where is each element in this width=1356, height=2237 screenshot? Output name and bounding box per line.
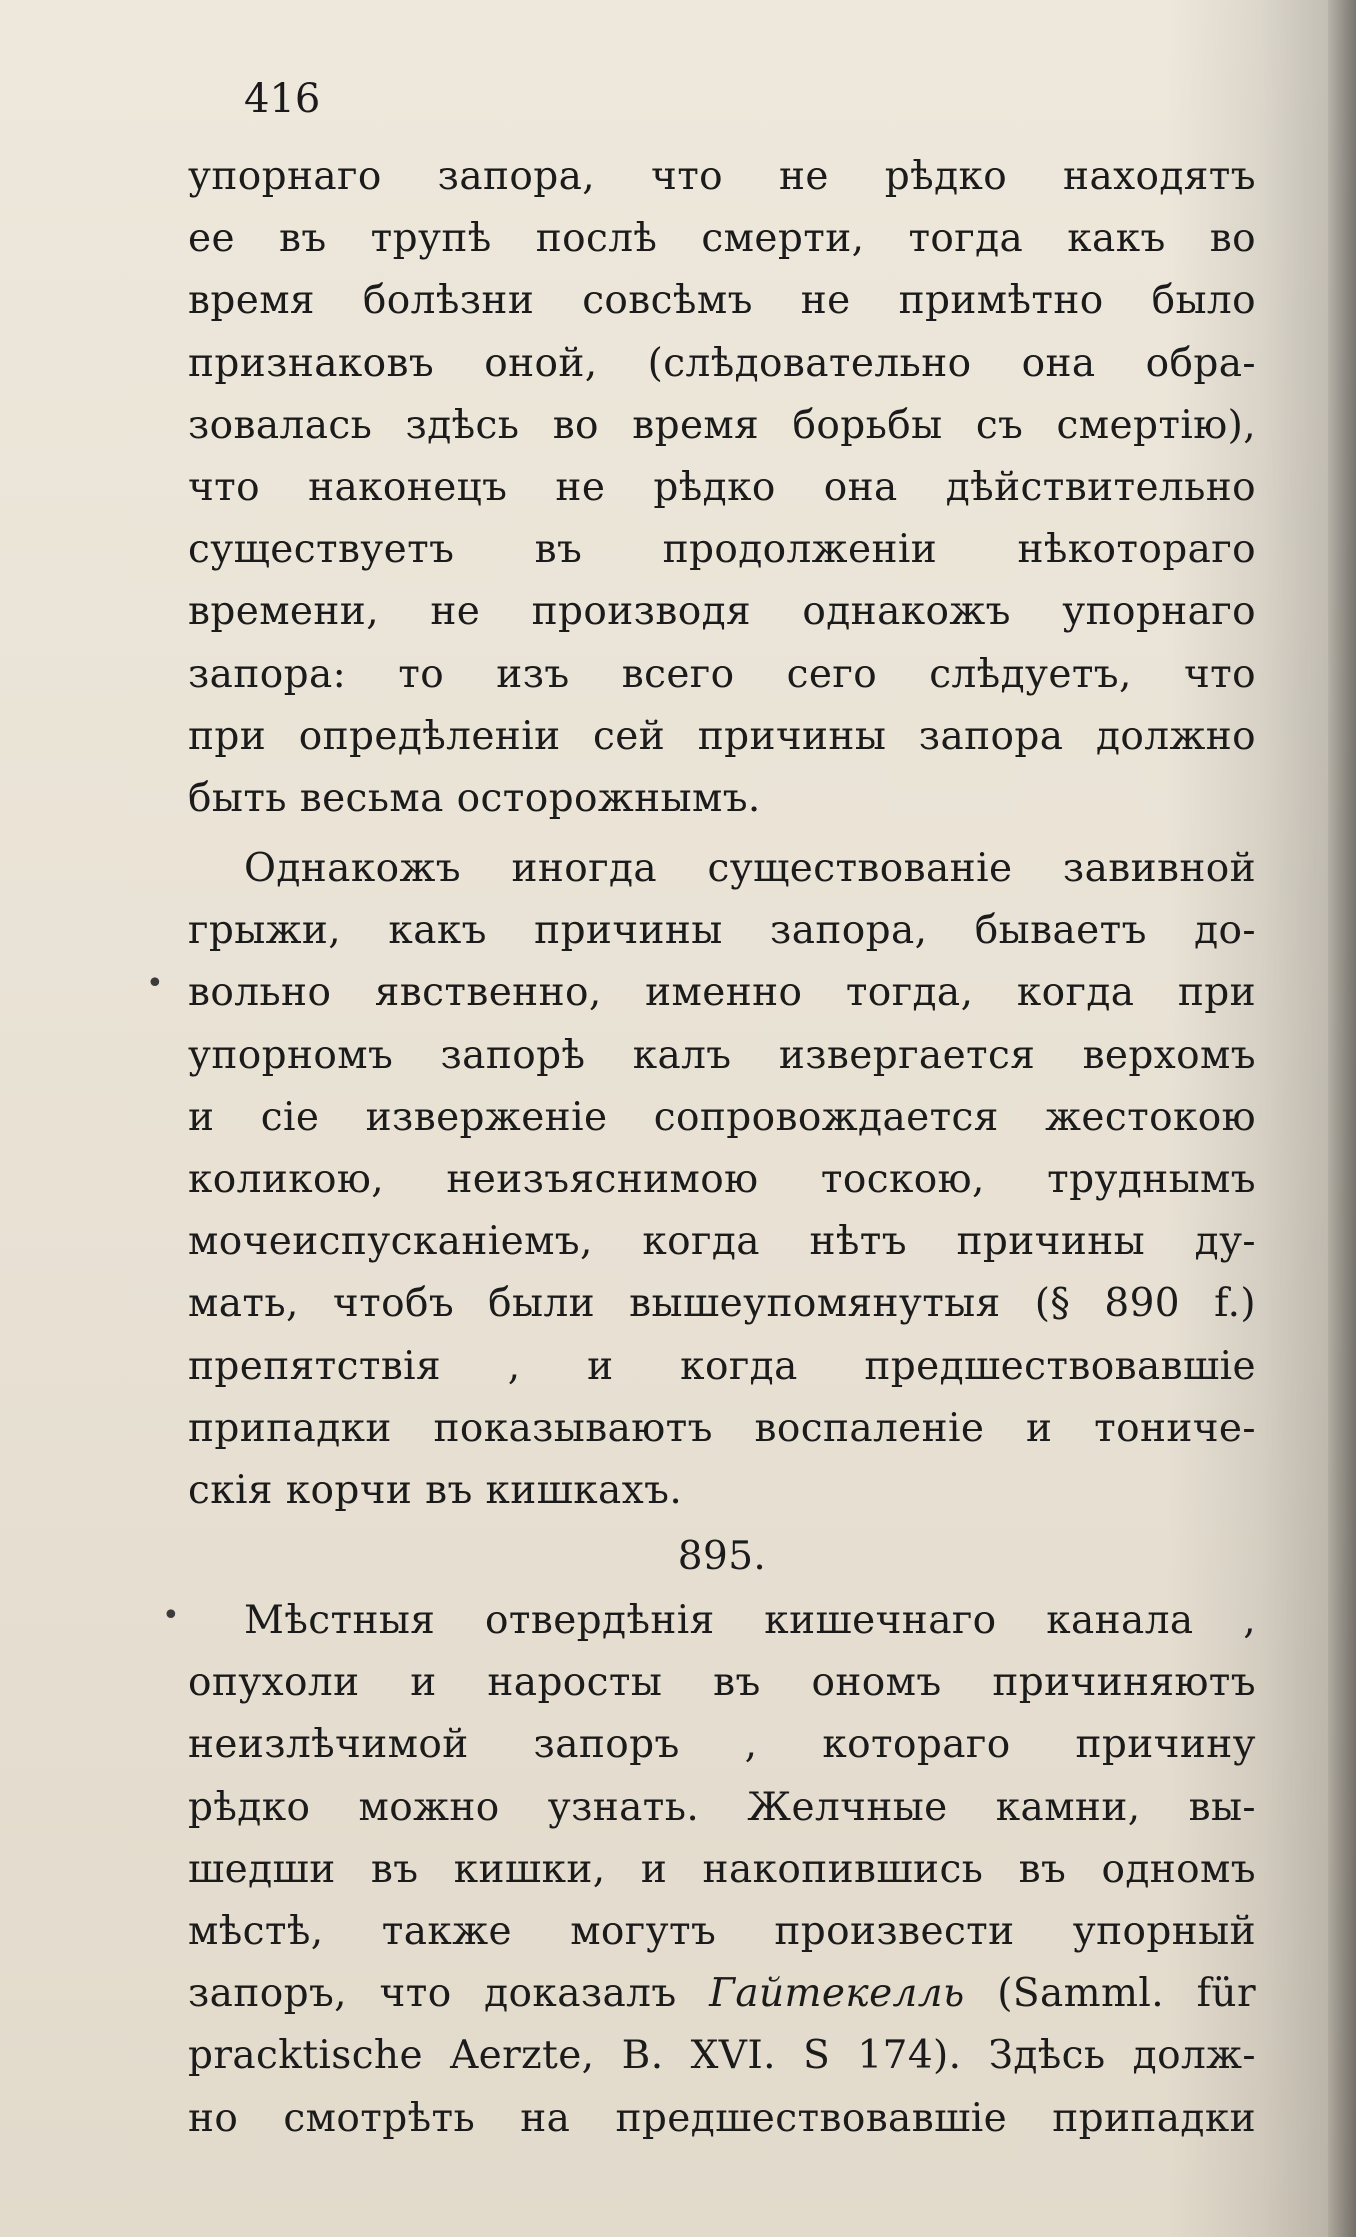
text-line: рѣдко можно узнать. Желчные камни, вы- <box>188 1784 1256 1830</box>
text-line-with-author <box>188 1963 1256 2025</box>
text-line: зовалась здѣсь во время борьбы съ смертію), <box>188 402 1256 448</box>
text-line: неизлѣчимой запоръ , котораго причину <box>188 1722 1256 1768</box>
text-line: шедши въ кишки, и накопившись въ одномъ <box>188 1846 1256 1892</box>
text-line: упорномъ запорѣ калъ извергается верхомъ <box>188 1032 1256 1078</box>
text-line: препятствія , и когда предшествовавшіе <box>188 1343 1256 1389</box>
text-line: Мѣстныя отвердѣнія кишечнаго канала , <box>244 1598 1256 1643</box>
text-line: упорнаго запора, что не рѣдко находятъ <box>188 154 1256 199</box>
text-line: признаковъ оной, (слѣдовательно она обра- <box>188 340 1256 386</box>
paragraph-3 <box>188 1590 1256 2150</box>
text-line: запора: то изъ всего сего слѣдуетъ, что <box>188 651 1256 697</box>
margin-mark: • <box>146 966 164 1001</box>
text-line: грыжи, какъ причины запора, бываетъ до- <box>188 908 1256 954</box>
text-line: мать, чтобъ были вышеупомянутыя (§ 890 f.) <box>188 1281 1256 1327</box>
paragraph-2 <box>188 838 1256 1522</box>
text-line: существуетъ въ продолженіи нѣкотораго <box>188 527 1256 573</box>
text-line: мѣстѣ, также могутъ произвести упорный <box>188 1908 1256 1954</box>
text-line: припадки показываютъ воспаленіе и тониче- <box>188 1405 1256 1451</box>
text-line: мочеиспусканіемъ, когда нѣтъ причины ду- <box>188 1219 1256 1265</box>
section-number-text: 895. <box>677 1534 767 1579</box>
text-line: pracktische Aerzte, B. XVI. S 174). Здѣсь долж- <box>188 2033 1256 2079</box>
paragraph-1 <box>188 146 1256 830</box>
author-name: Гайтекелль <box>709 1971 965 2017</box>
text-segment: (Samml. für <box>964 1971 1256 2017</box>
text-line: Однакожъ иногда существованіе завивной <box>244 846 1256 891</box>
text-line: и сіе изверженіе сопровождается жестокою <box>188 1094 1256 1140</box>
text-segment: запоръ, что доказалъ <box>188 1971 710 2017</box>
text-line: опухоли и наросты въ ономъ причиняютъ <box>188 1660 1256 1706</box>
text-line: вольно явственно, именно тогда, когда при <box>188 970 1256 1016</box>
section-number <box>188 1526 1256 1588</box>
page-edge-shadow <box>1328 0 1356 2237</box>
text-line: время болѣзни совсѣмъ не примѣтно было <box>188 278 1256 324</box>
text-line: при опредѣленіи сей причины запора должно <box>188 713 1256 759</box>
text-line: но смотрѣть на предшествовавшіе припадки <box>188 2095 1256 2141</box>
text-line: ее въ трупѣ послѣ смерти, тогда какъ во <box>188 216 1256 262</box>
text-line: скія корчи въ кишкахъ. <box>188 1467 683 1513</box>
text-line: что наконецъ не рѣдко она дѣйствительно <box>188 464 1256 510</box>
margin-mark: • <box>162 1598 180 1633</box>
text-line: быть весьма осторожнымъ. <box>188 775 761 821</box>
text-line: коликою, неизъяснимою тоскою, труднымъ <box>188 1156 1256 1202</box>
page-number: 416 <box>244 76 321 122</box>
text-line: времени, не производя однакожъ упорнаго <box>188 589 1256 635</box>
